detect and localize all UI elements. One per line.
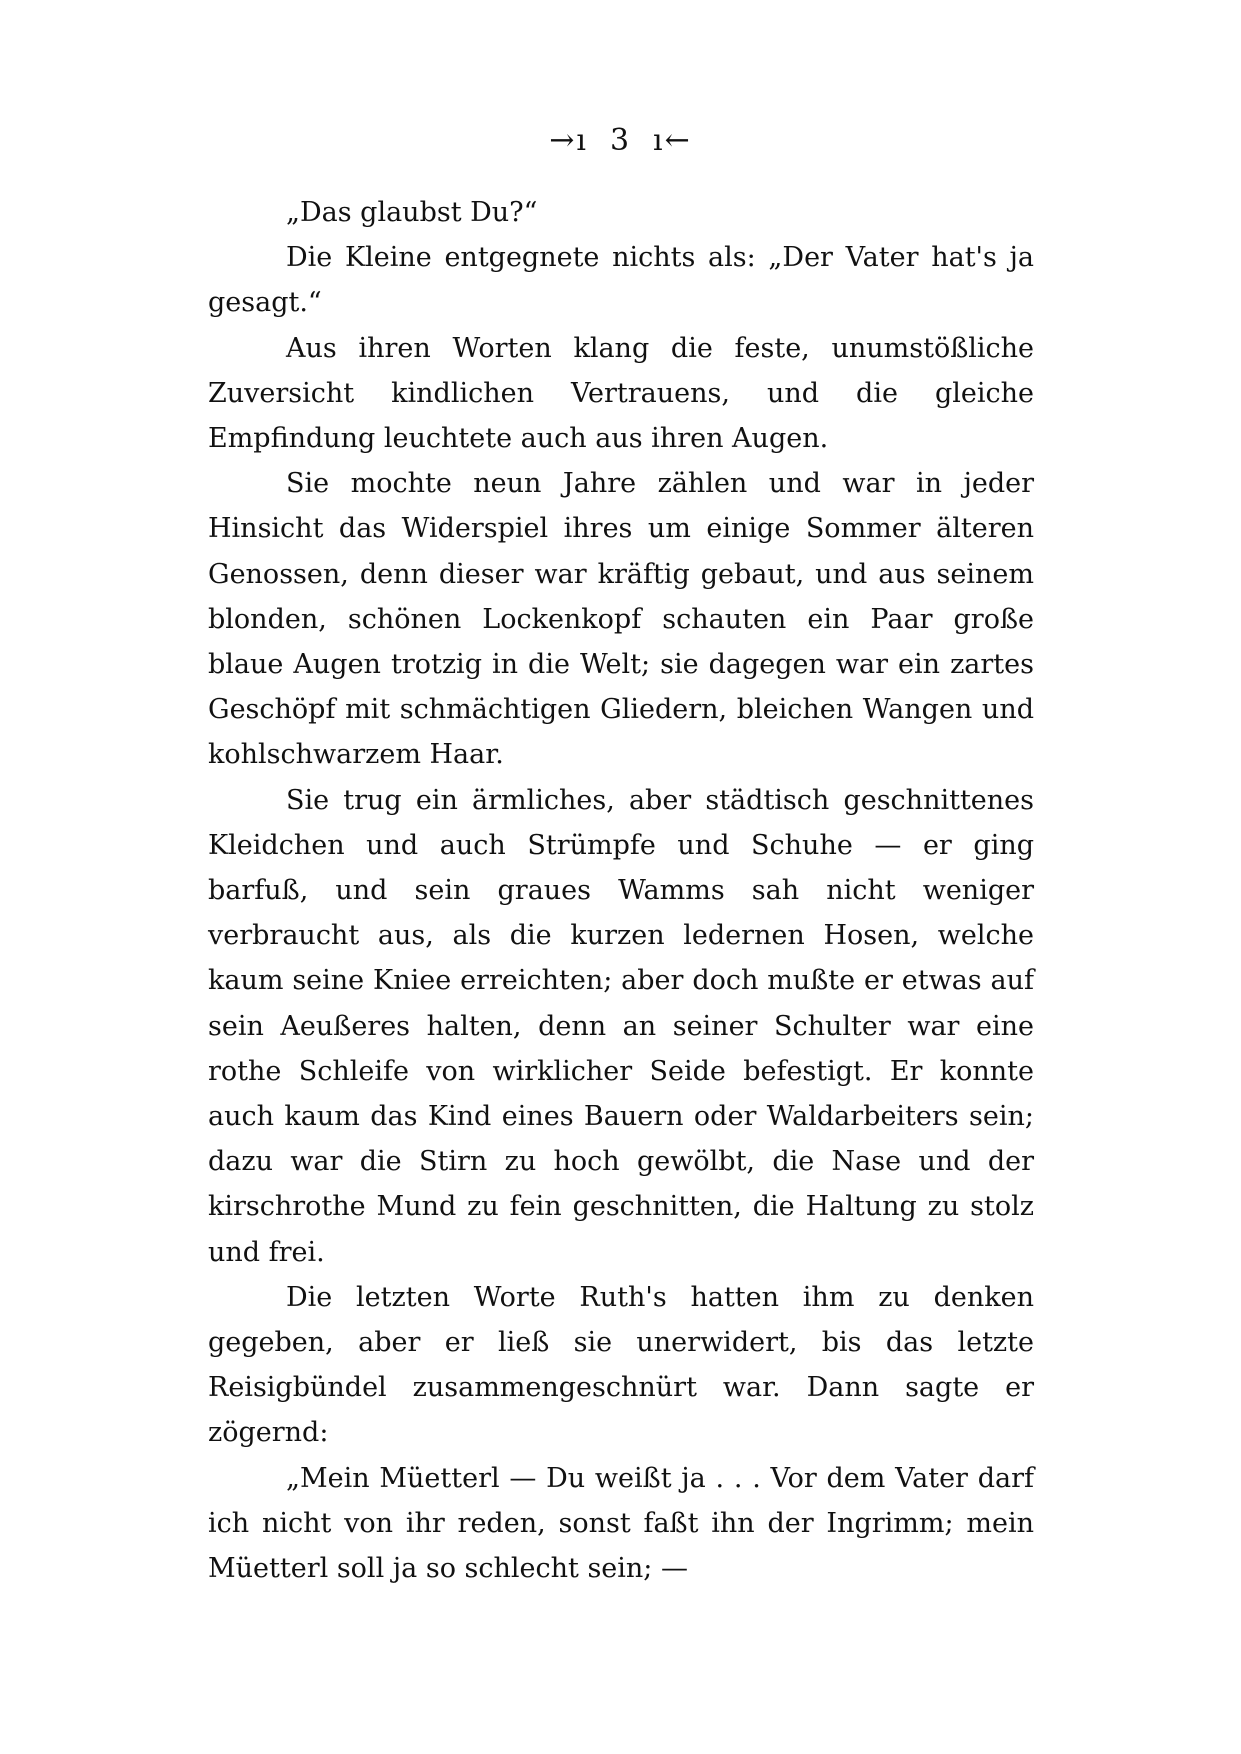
paragraph: Aus ihren Worten klang die feste, unumstößliche Zuversicht kindlichen Vertrauens, und die gleiche Empfindung leuchtete auch aus ihren Augen. bbox=[208, 332, 1034, 455]
paragraph: Sie mochte neun Jahre zählen und war in jeder Hinsicht das Widerspiel ihres um einige Sommer älteren Genossen, denn dieser war kräftig gebaut, und aus seinem blonden, schönen Lockenkopf schauten ein Paar große blaue Augen trotzig in die Welt; sie dagegen war ein zartes Geschöpf mit schmächtigen Gliedern, bleichen Wangen und kohlschwarzem Haar. bbox=[208, 468, 1034, 771]
paragraph: Sie trug ein ärmliches, aber städtisch geschnittenes Kleidchen und auch Strümpfe und Schuhe — er ging barfuß, und sein graues Wamms sah nicht weniger verbraucht aus, als die kurzen ledernen Hosen, welche kaum seine Kniee erreichten; aber doch mußte er etwas auf sein Aeußeres halten, denn an seiner Schulter war eine rothe Schleife von wirklicher Seide befestigt. Er konnte auch kaum das Kind eines Bauern oder Waldarbeiters sein; dazu war die Stirn zu hoch gewölbt, die Nase und der kirschrothe Mund zu fein geschnitten, die Haltung zu stolz und frei. bbox=[208, 784, 1034, 1268]
page-header bbox=[0, 124, 1241, 158]
paragraph: Die Kleine entgegnete nichts als: „Der Vater hat's ja gesagt.“ bbox=[208, 242, 1034, 319]
body-text bbox=[208, 190, 1034, 1591]
left-arrow-ornament-icon: →ı bbox=[549, 123, 588, 158]
right-arrow-ornament-icon: ı← bbox=[653, 123, 692, 158]
page-number: 3 bbox=[609, 123, 632, 158]
paragraph: „Mein Müetterl — Du weißt ja . . . Vor dem Vater darf ich nicht von ihr reden, sonst faßt ihn der Ingrimm; mein Müetterl soll ja so schlecht sein; — bbox=[208, 1462, 1034, 1585]
paragraph: „Das glaubst Du?“ bbox=[286, 197, 538, 228]
paragraph: Die letzten Worte Ruth's hatten ihm zu denken gegeben, aber er ließ sie unerwidert, bis das letzte Reisigbündel zusammengeschnürt war. Dann sagte er zögernd: bbox=[208, 1281, 1034, 1449]
